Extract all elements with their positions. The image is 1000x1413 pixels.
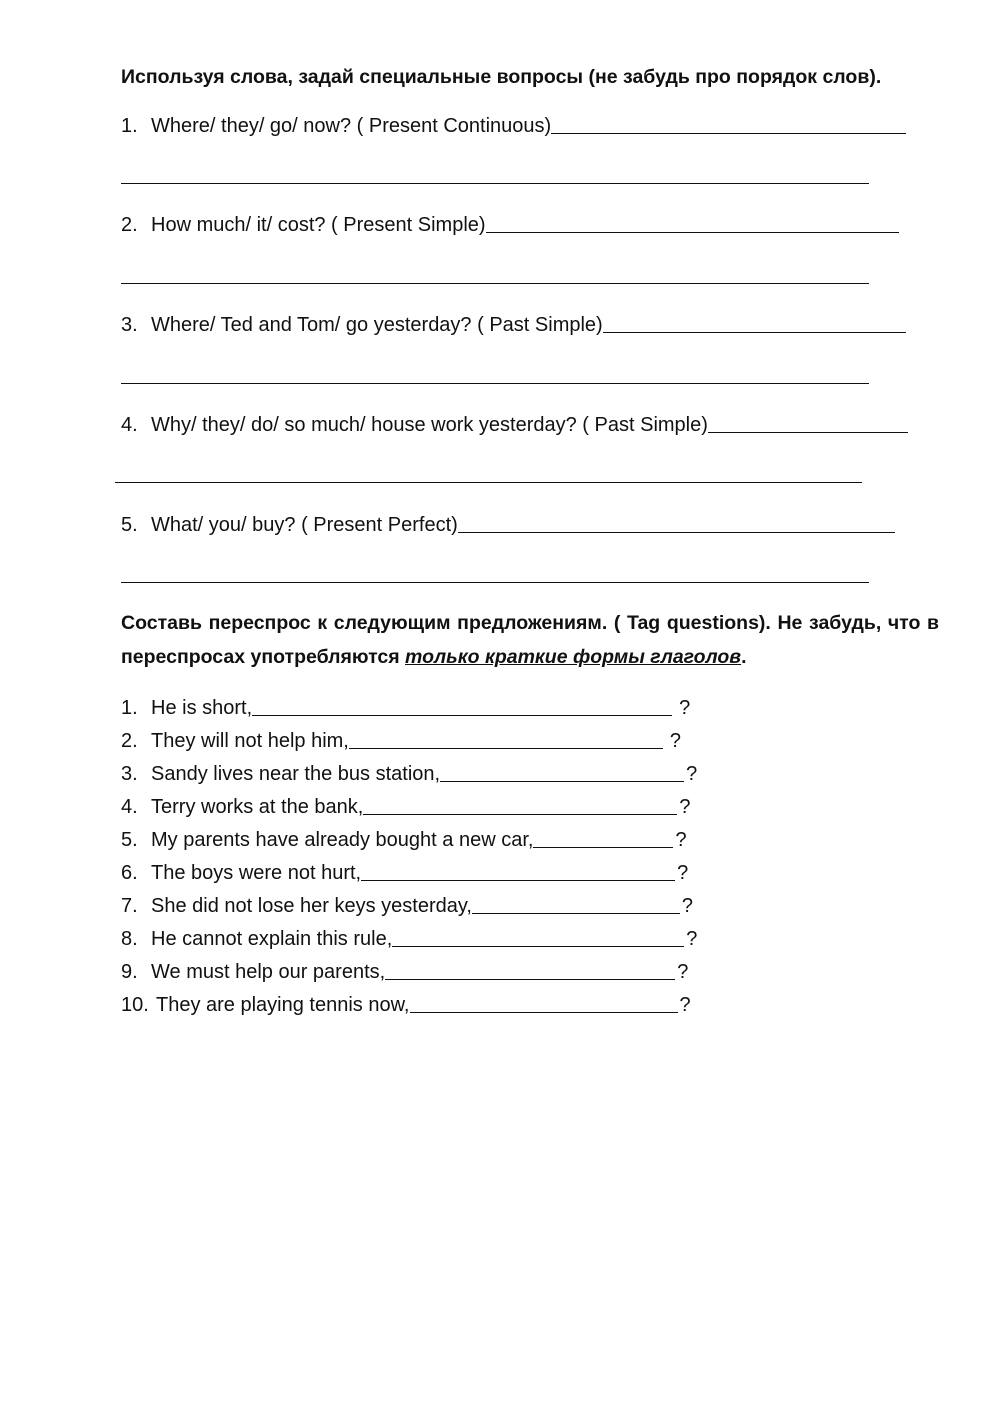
answer-blank[interactable] <box>486 212 899 233</box>
question-mark: ? <box>679 994 691 1016</box>
question-mark: ? <box>679 697 691 719</box>
question-mark: ? <box>675 829 687 851</box>
question-mark: ? <box>681 895 694 917</box>
question-row <box>121 110 906 138</box>
tag-question-number: 10. <box>121 994 149 1016</box>
question-number: 2. <box>121 214 138 236</box>
tag-answer-blank[interactable] <box>410 992 678 1013</box>
question-text: How much/ it/ cost? ( Present Simple) <box>151 214 486 236</box>
tag-question-text: We must help our parents, <box>151 961 386 983</box>
question-number: 4. <box>121 414 138 436</box>
tag-question-text: Sandy lives near the bus station, <box>151 763 441 785</box>
answer-blank[interactable] <box>551 113 906 134</box>
question-mark: ? <box>677 862 689 884</box>
answer-blank[interactable] <box>603 312 906 333</box>
tag-question-row <box>121 791 690 819</box>
question-text: Why/ they/ do/ so much/ house work yesterday? ( Past Simple) <box>151 414 708 436</box>
section2-heading-end: . <box>741 646 747 668</box>
tag-question-number: 9. <box>121 961 138 983</box>
tag-answer-blank[interactable] <box>361 860 675 881</box>
tag-question-row <box>121 725 681 753</box>
section2-heading <box>121 606 939 674</box>
tag-question-row <box>121 758 697 786</box>
section2-heading-emphasis: только краткие формы глаголов <box>405 646 742 668</box>
tag-question-number: 1. <box>121 697 138 719</box>
tag-answer-blank[interactable] <box>349 728 663 749</box>
section2-heading-text: Составь переспрос к следующим предложениям. ( Tag questions). Не забудь, что в переспросах употребляются <box>121 612 939 668</box>
tag-question-text: She did not lose her keys yesterday, <box>151 895 472 917</box>
tag-question-row <box>121 989 691 1017</box>
tag-answer-blank[interactable] <box>440 761 684 782</box>
question-text: Where/ Ted and Tom/ go yesterday? ( Past Simple) <box>151 314 603 336</box>
answer-blank[interactable] <box>708 412 908 433</box>
tag-question-text: The boys were not hurt, <box>151 862 362 884</box>
tag-answer-blank[interactable] <box>392 926 684 947</box>
answer-line[interactable] <box>121 283 869 284</box>
answer-line[interactable] <box>121 383 869 384</box>
tag-answer-blank[interactable] <box>385 959 675 980</box>
answer-line[interactable] <box>115 482 862 483</box>
tag-question-text: They are playing tennis now, <box>156 994 410 1016</box>
tag-answer-blank[interactable] <box>252 695 672 716</box>
tag-answer-blank[interactable] <box>533 827 673 848</box>
question-row <box>121 509 895 537</box>
tag-question-number: 2. <box>121 730 138 752</box>
tag-question-text: Terry works at the bank, <box>151 796 364 818</box>
question-row <box>121 209 899 237</box>
question-number: 3. <box>121 314 138 336</box>
question-text: Where/ they/ go/ now? ( Present Continuous) <box>151 115 552 137</box>
tag-question-row <box>121 923 697 951</box>
tag-question-text: He cannot explain this rule, <box>151 928 393 950</box>
tag-question-text: My parents have already bought a new car, <box>151 829 534 851</box>
tag-question-number: 6. <box>121 862 138 884</box>
answer-line[interactable] <box>121 582 869 583</box>
tag-question-row <box>121 890 693 918</box>
question-text: What/ you/ buy? ( Present Perfect) <box>151 514 458 536</box>
tag-question-row <box>121 857 688 885</box>
tag-question-number: 7. <box>121 895 138 917</box>
question-row <box>121 309 906 337</box>
question-mark: ? <box>677 961 689 983</box>
question-mark: ? <box>669 730 681 752</box>
answer-blank[interactable] <box>458 512 895 533</box>
tag-question-number: 3. <box>121 763 138 785</box>
answer-line[interactable] <box>121 183 869 184</box>
tag-question-number: 5. <box>121 829 138 851</box>
tag-answer-blank[interactable] <box>472 893 680 914</box>
question-number: 5. <box>121 514 138 536</box>
tag-question-number: 4. <box>121 796 138 818</box>
question-mark: ? <box>686 928 698 950</box>
question-row <box>121 409 908 437</box>
tag-question-row <box>121 824 687 852</box>
tag-answer-blank[interactable] <box>363 794 677 815</box>
tag-question-row <box>121 956 688 984</box>
tag-question-row <box>121 692 690 720</box>
question-mark: ? <box>679 796 691 818</box>
question-number: 1. <box>121 115 138 137</box>
tag-question-text: They will not help him, <box>151 730 349 752</box>
tag-question-number: 8. <box>121 928 138 950</box>
question-mark: ? <box>686 763 698 785</box>
tag-question-text: He is short, <box>151 697 253 719</box>
section1-heading: Используя слова, задай специальные вопросы (не забудь про порядок слов). <box>121 66 882 88</box>
